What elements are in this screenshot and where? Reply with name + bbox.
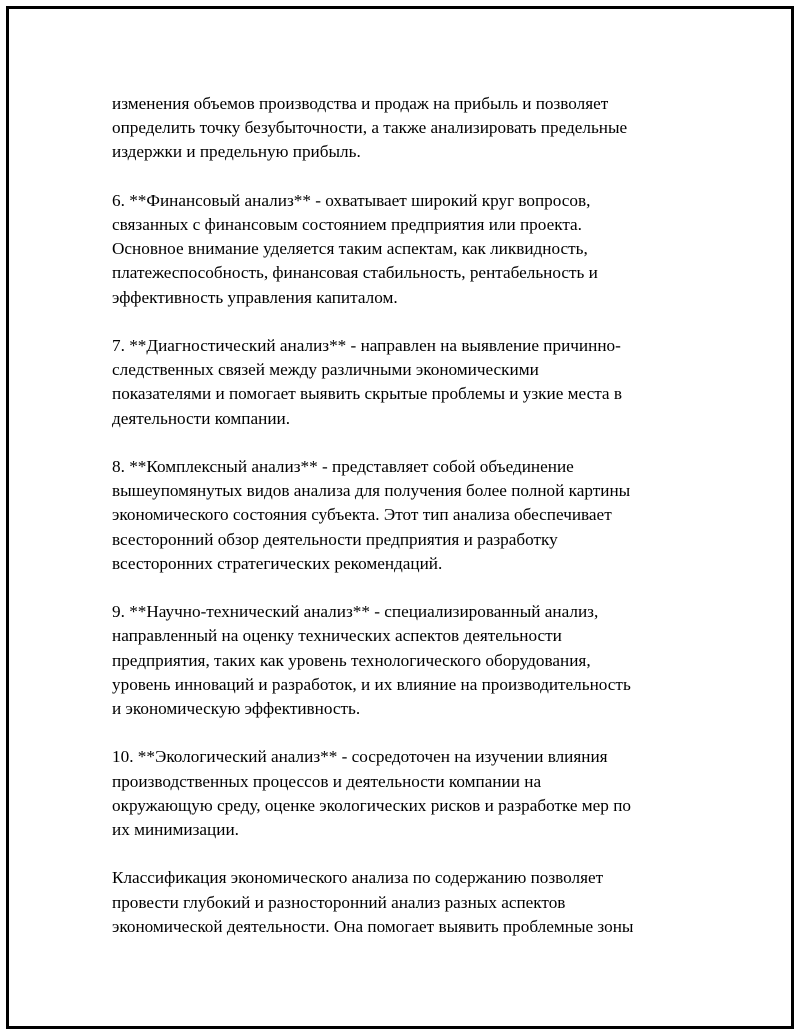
document-body [112, 92, 690, 939]
paragraph-classification-summary: Классификация экономического анализа по содержанию позволяет провести глубокий и разносторонний анализ разных аспектов экономической деятельности. Она помогает выявить проблемные зоны [112, 868, 634, 936]
paragraph-financial-analysis: 6. **Финансовый анализ** - охватывает широкий круг вопросов, связанных с финансовым состоянием предприятия или проекта. Основное внимание уделяется таким аспектам, как ликвидность, платежеспособность, финансовая стабильность, рентабельность и эффективность управления капиталом. [112, 190, 598, 307]
paragraph-diagnostic-analysis: 7. **Диагностический анализ** - направлен на выявление причинно- следственных связей между различными экономическими показателями и помогает выявить скрытые проблемы и узкие места в деятельности компании. [112, 336, 622, 428]
paragraph-continuation: изменения объемов производства и продаж на прибыль и позволяет определить точку безубыточности, а также анализировать предельные издержки и предельную прибыль. [112, 94, 628, 162]
paragraph-scientific-technical-analysis: 9. **Научно-технический анализ** - специализированный анализ, направленный на оценку технических аспектов деятельности предприятия, таких как уровень технологического оборудования, уровень инноваций и разработок, и их влияние на производительность и экономическую эффективность. [112, 602, 631, 719]
paragraph-complex-analysis: 8. **Комплексный анализ** - представляет собой объединение вышеупомянутых видов анализа для получения более полной картины экономического состояния субъекта. Этот тип анализа обеспечивает всесторонний обзор деятельности предприятия и разработку всесторонних стратегических рекомендаций. [112, 457, 631, 573]
paragraph-ecological-analysis: 10. **Экологический анализ** - сосредоточен на изучении влияния производственных процессов и деятельности компании на окружающую среду, оценке экологических рисков и разработке мер по их минимизации. [112, 747, 631, 840]
